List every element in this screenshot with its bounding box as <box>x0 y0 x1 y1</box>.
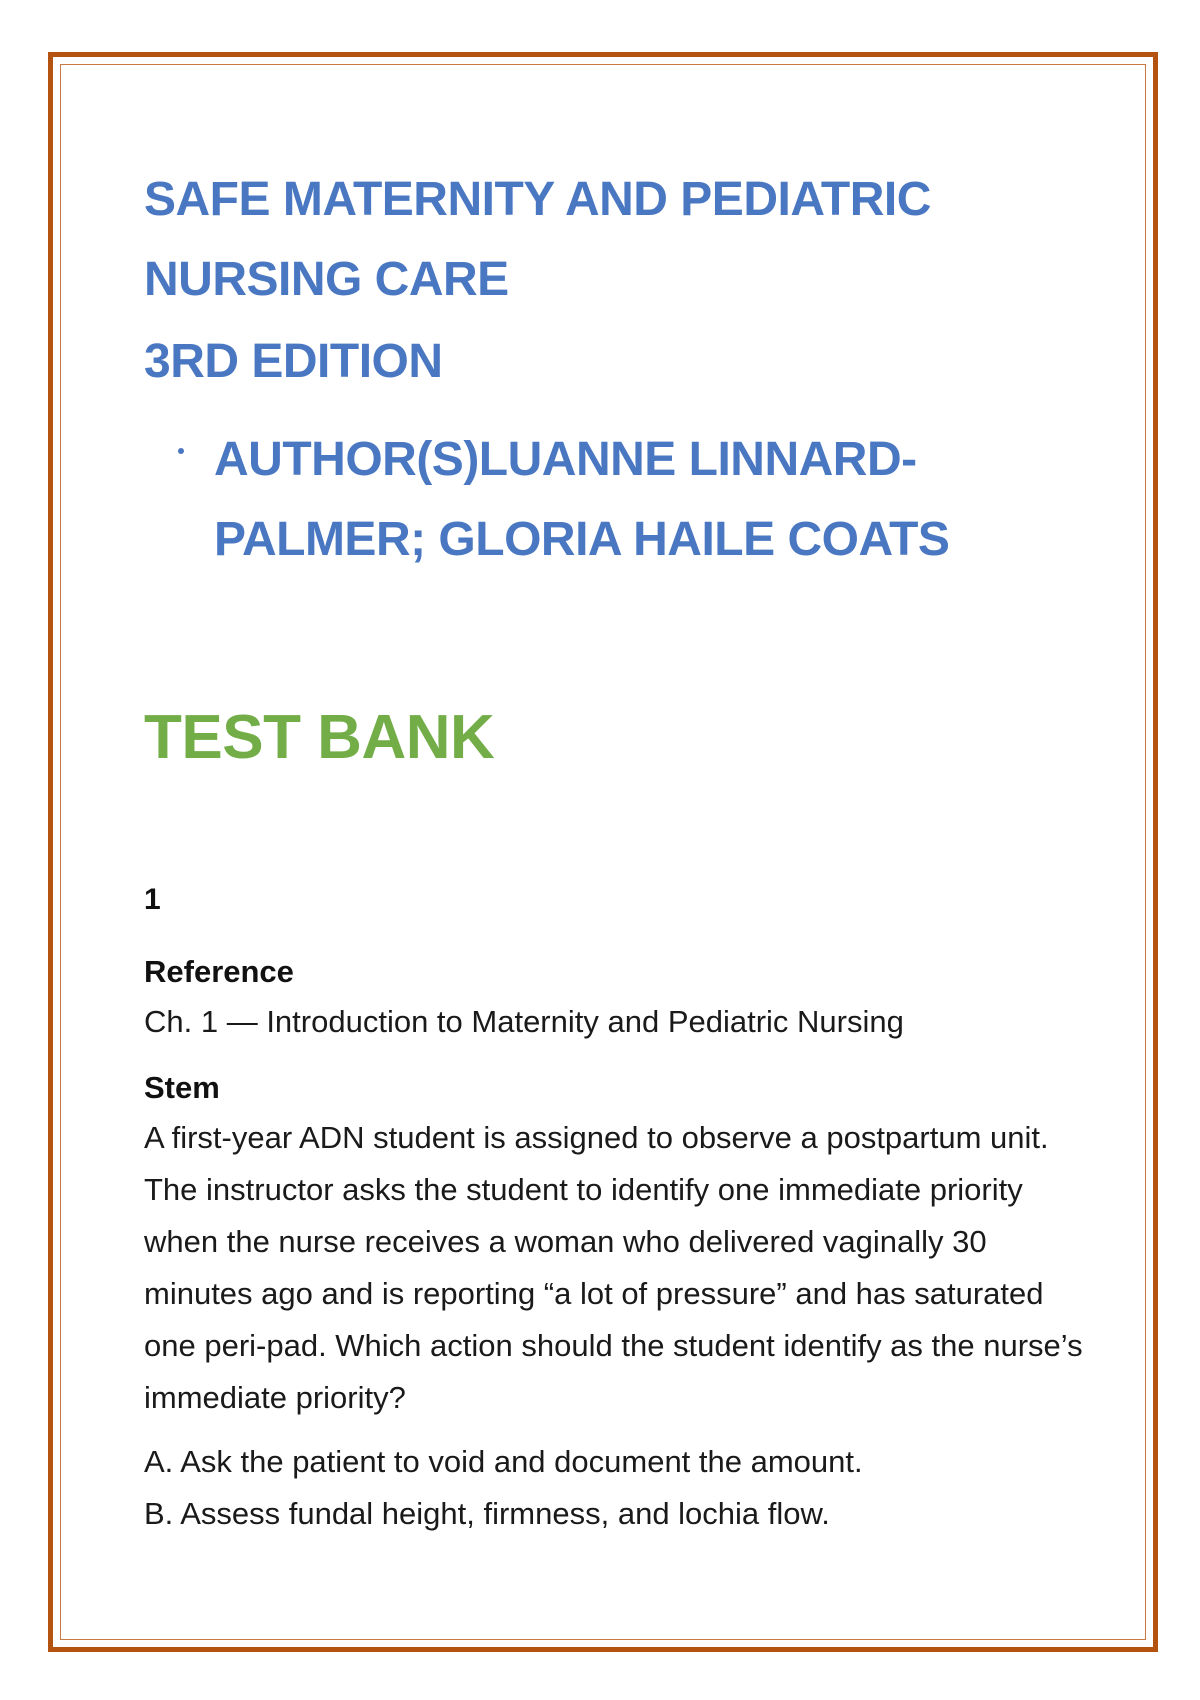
stem-text: A first-year ADN student is assigned to observe a postpartum unit. The instructor asks the student to identify one immediate priority when the nurse receives a woman who delivered vaginally 30 minutes ago and is reporting “a lot of pressure” and has saturated one peri-pad. Which action should the student identify as the nurse’s immediate priority? <box>144 1120 1083 1415</box>
test-bank-heading: TEST BANK <box>144 703 495 772</box>
book-title: SAFE MATERNITY AND PEDIATRIC NURSING CARE <box>144 173 931 306</box>
answer-options <box>144 1436 1084 1540</box>
book-edition: 3RD EDITION <box>144 335 443 388</box>
author-list-item <box>144 420 1084 580</box>
reference-text: Ch. 1 — Introduction to Maternity and Pediatric Nursing <box>144 1004 904 1039</box>
reference-label: Reference <box>144 954 294 989</box>
answer-option-a: A. Ask the patient to void and document the amount. <box>144 1444 863 1479</box>
answer-option-b: B. Assess fundal height, firmness, and lochia flow. <box>144 1496 830 1531</box>
document-content <box>144 160 1084 1540</box>
stem-label: Stem <box>144 1070 220 1105</box>
bullet-icon <box>178 448 184 454</box>
book-authors: AUTHOR(S)LUANNE LINNARD-PALMER; GLORIA HAILE COATS <box>214 433 950 566</box>
question-number: 1 <box>144 883 161 916</box>
